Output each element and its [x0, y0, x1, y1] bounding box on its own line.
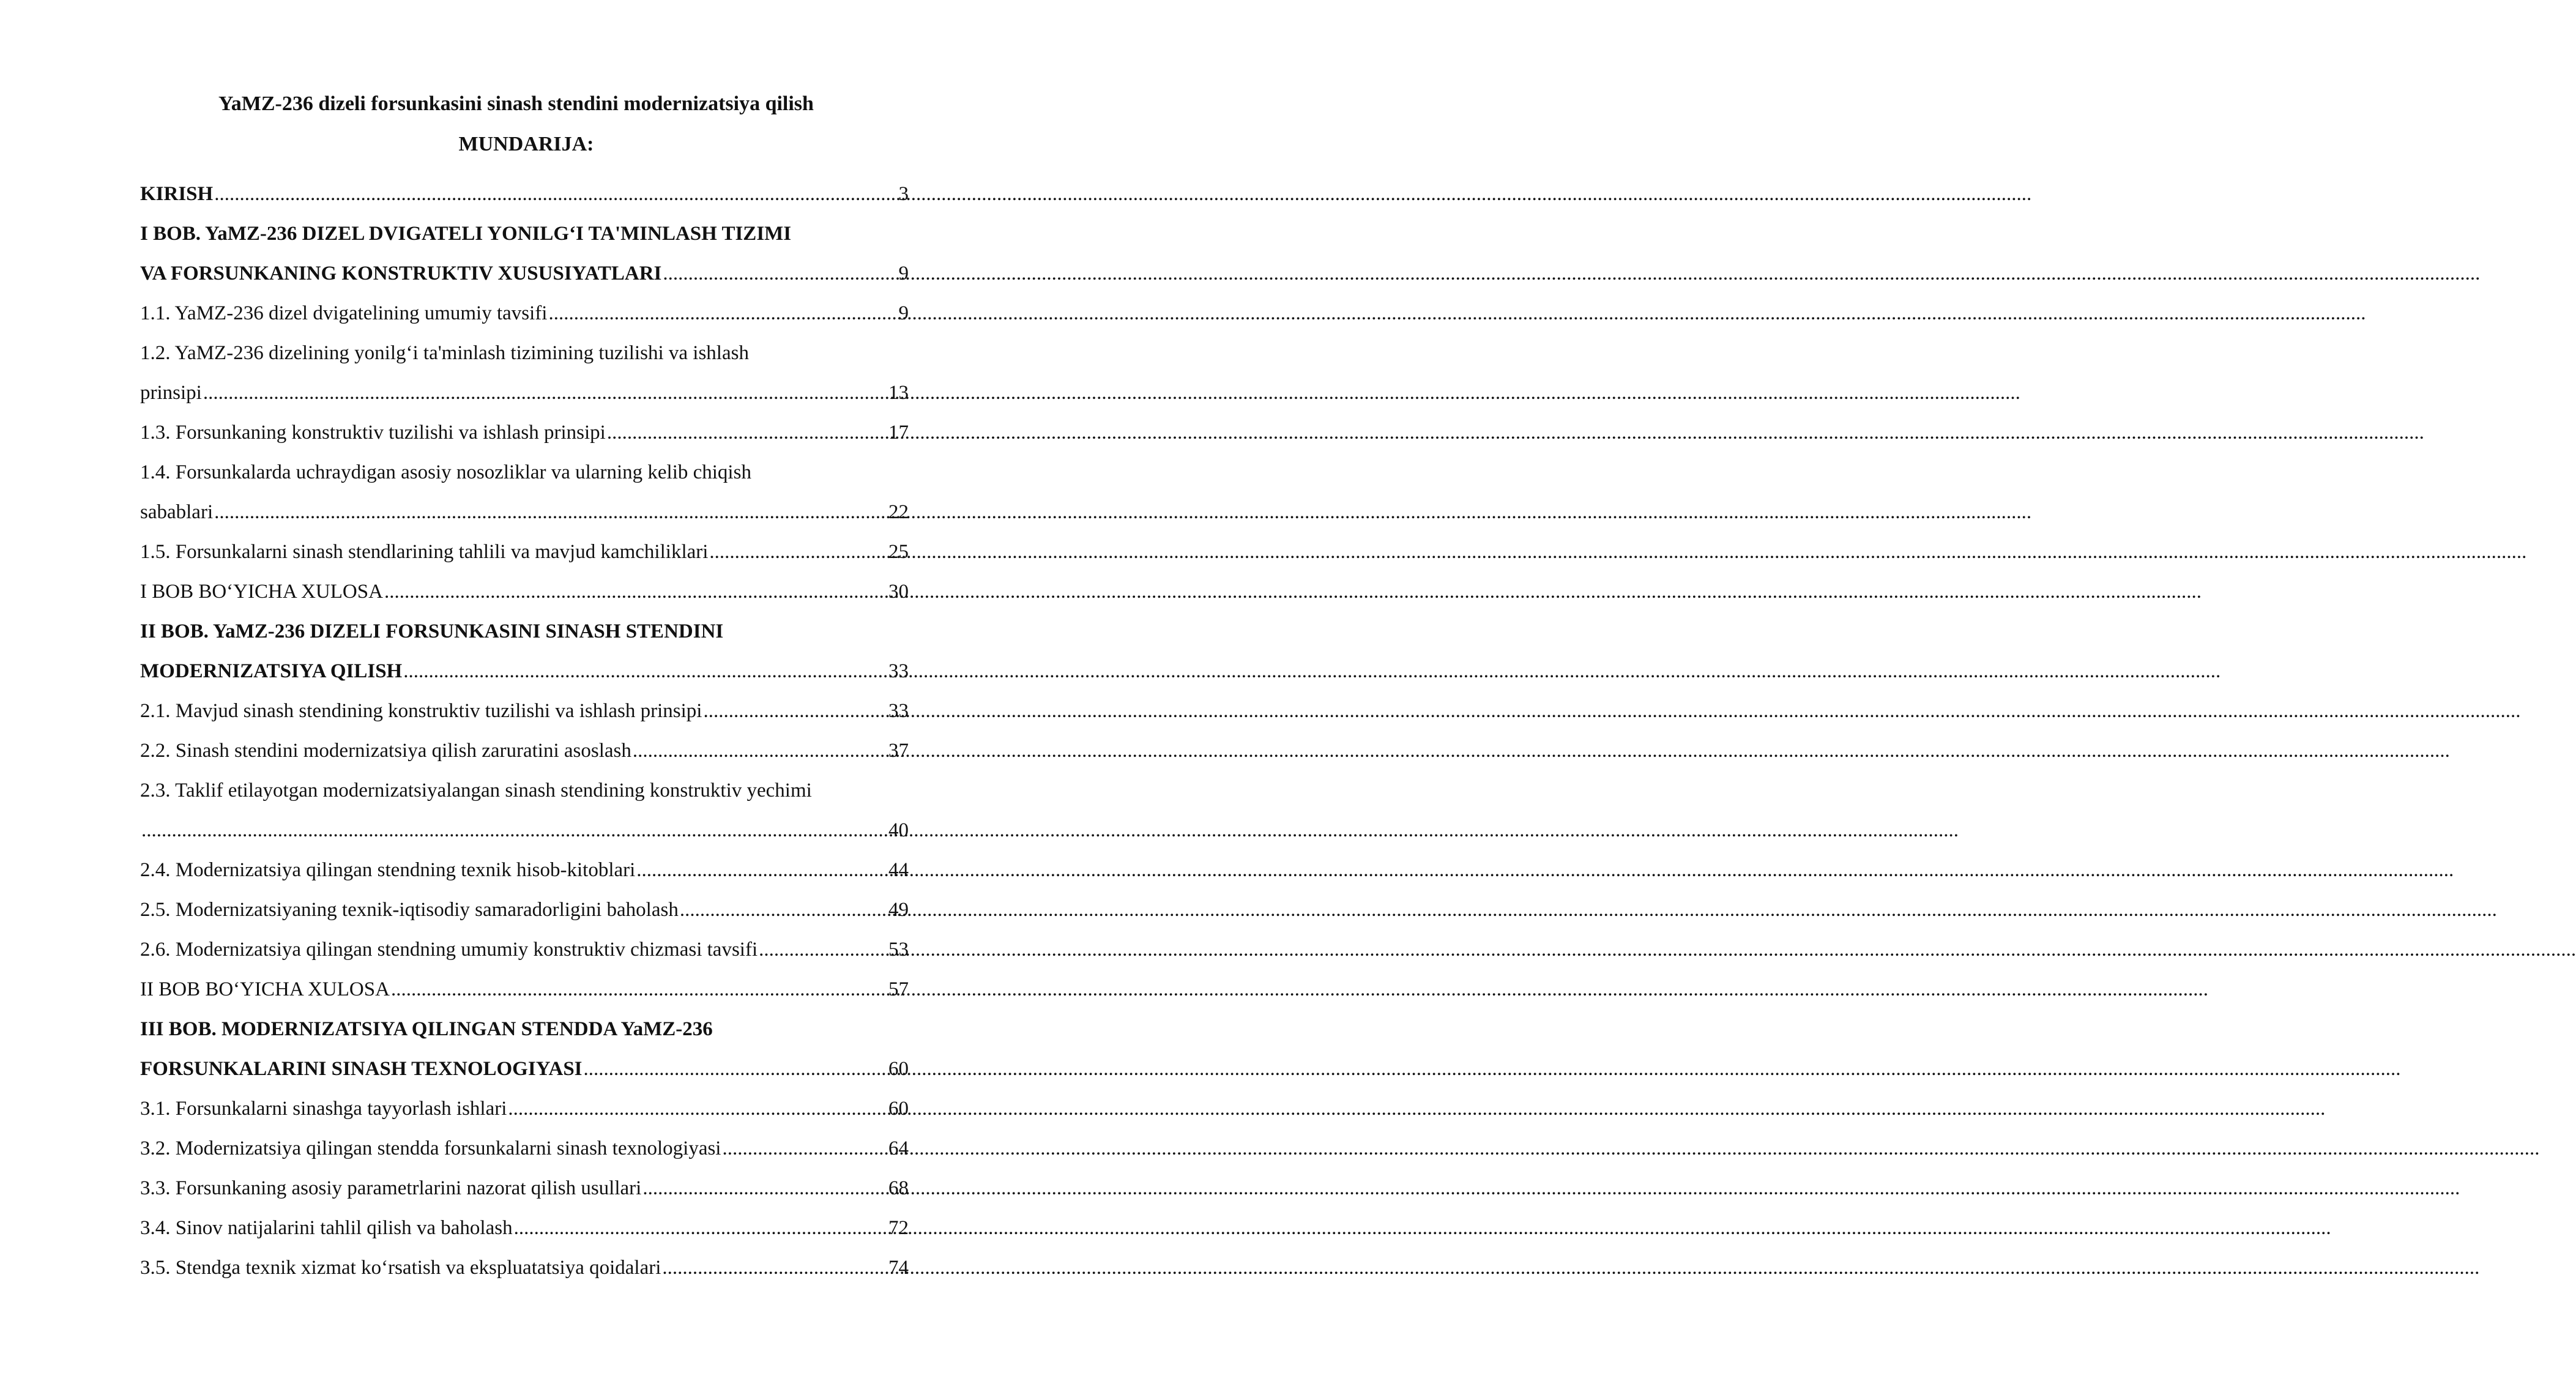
toc-entry-text: 2.6. Modernizatsiya qilingan stendning umumiy konstruktiv chizmasi tavsifi	[140, 939, 758, 961]
toc-dot-leader	[633, 731, 887, 771]
toc-entry	[140, 1169, 909, 1208]
toc-entry-text: prinsipi	[140, 382, 202, 404]
toc-entry-text: II BOB. YaMZ-236 DIZELI FORSUNKASINI SINASH STENDINI	[140, 620, 724, 642]
toc-entry	[140, 1089, 909, 1129]
toc-entry-text: II BOB BO‘YICHA XULOSA	[140, 978, 390, 1000]
toc-page-number: 49	[888, 899, 909, 921]
toc-entry-last-line	[140, 811, 909, 850]
toc-entry	[140, 1010, 909, 1089]
toc-dot-leader	[141, 811, 887, 850]
toc-entry-text: 3.5. Stendga texnik xizmat ko‘rsatish va ekspluatatsiya qoidalari	[140, 1257, 661, 1279]
toc-entry-text: 3.4. Sinov natijalarini tahlil qilish va baholash	[140, 1217, 513, 1239]
toc-entry	[140, 691, 909, 731]
toc-entry-text: I BOB BO‘YICHA XULOSA	[140, 581, 383, 603]
toc-page-number: 72	[888, 1217, 909, 1239]
toc-page-number: 17	[888, 422, 909, 444]
toc-entry-text: I BOB. YaMZ-236 DIZEL DVIGATELI YONILG‘I TA'MINLASH TIZIMI	[140, 223, 792, 245]
toc-page-number: 9	[898, 302, 909, 324]
toc-entry-text: 1.2. YaMZ-236 dizelining yonilg‘i ta'minlash tizimining tuzilishi va ishlash	[140, 342, 749, 364]
toc-entry-text: 2.5. Modernizatsiyaning texnik-iqtisodiy samaradorligini baholash	[140, 899, 679, 921]
toc-entry-last-line	[140, 294, 909, 333]
toc-entry-last-line	[140, 652, 909, 691]
document-page	[0, 0, 979, 1384]
toc-entry	[140, 413, 909, 453]
toc-dot-leader	[642, 1169, 887, 1208]
toc-dot-leader	[508, 1089, 887, 1129]
toc-dot-leader	[584, 1049, 887, 1089]
toc-entry-text: 1.5. Forsunkalarni sinash stendlarining tahlili va mavjud kamchiliklari	[140, 541, 709, 563]
toc-entry	[140, 214, 909, 294]
toc-entry-text: 2.4. Modernizatsiya qilingan stendning texnik hisob-kitoblari	[140, 859, 636, 881]
toc-dot-leader	[636, 850, 887, 890]
toc-entry	[140, 333, 909, 413]
toc-entry	[140, 930, 909, 970]
toc-dot-leader	[680, 890, 887, 930]
toc-entry	[140, 771, 909, 850]
toc-entry-last-line	[140, 174, 909, 214]
toc-dot-leader	[514, 1208, 887, 1248]
toc-dot-leader	[703, 691, 887, 731]
toc-entry-last-line	[140, 1129, 909, 1169]
toc-entry-text: MODERNIZATSIYA QILISH	[140, 660, 403, 682]
toc-dot-leader	[709, 532, 887, 572]
toc-page-number: 74	[888, 1257, 909, 1279]
toc-page-number: 60	[888, 1098, 909, 1120]
toc-entry-text: sabablari	[140, 501, 214, 523]
toc-dot-leader	[662, 1248, 887, 1288]
toc-page-number: 64	[888, 1137, 909, 1159]
toc-entry-text: 3.3. Forsunkaning asosiy parametrlarini nazorat qilish usullari	[140, 1177, 642, 1199]
toc-page-number: 44	[888, 859, 909, 881]
toc-entry-last-line	[140, 254, 909, 294]
toc-entry-last-line	[140, 1169, 909, 1208]
document-title: YaMZ-236 dizeli forsunkasini sinash stendini modernizatsiya qilish	[218, 92, 814, 115]
toc-entry-line	[140, 453, 909, 493]
toc-entry-last-line	[140, 970, 909, 1010]
toc-entry	[140, 970, 909, 1010]
toc-entry-last-line	[140, 890, 909, 930]
toc-page-number: 13	[888, 382, 909, 404]
toc-dot-leader	[548, 294, 897, 333]
toc-entry-text: 3.2. Modernizatsiya qilingan stendda forsunkalarni sinash texnologiyasi	[140, 1137, 721, 1159]
toc-dot-leader	[403, 652, 887, 691]
toc-entry-last-line	[140, 532, 909, 572]
toc-page-number: 30	[888, 581, 909, 603]
toc-entry	[140, 1248, 909, 1288]
toc-entry	[140, 174, 909, 214]
toc-page-number: 40	[888, 819, 909, 841]
toc-entry	[140, 1129, 909, 1169]
toc-entry-line	[140, 333, 909, 373]
toc-entry	[140, 850, 909, 890]
toc-entry-text: 2.1. Mavjud sinash stendining konstruktiv tuzilishi va ishlash prinsipi	[140, 700, 702, 722]
toc-dot-leader	[203, 373, 887, 413]
toc-page-number: 68	[888, 1177, 909, 1199]
toc-heading: MUNDARIJA:	[458, 133, 594, 155]
toc-page-number: 33	[888, 700, 909, 722]
toc-entry-text: FORSUNKALARINI SINASH TEXNOLOGIYASI	[140, 1058, 583, 1080]
toc-entry	[140, 453, 909, 532]
toc-dot-leader	[722, 1129, 887, 1169]
toc-dot-leader	[391, 970, 887, 1010]
toc-entry	[140, 1208, 909, 1248]
toc-page-number: 3	[898, 183, 909, 205]
toc-entry-last-line	[140, 1208, 909, 1248]
toc-entry-line	[140, 771, 909, 811]
toc-page-number: 22	[888, 501, 909, 523]
toc-entry	[140, 731, 909, 771]
toc-entry	[140, 890, 909, 930]
toc-entry	[140, 612, 909, 691]
toc-entry-last-line	[140, 930, 909, 970]
toc-dot-leader	[759, 930, 887, 970]
toc-entry	[140, 572, 909, 612]
toc-entry-text: 2.3. Taklif etilayotgan modernizatsiyalangan sinash stendining konstruktiv yechimi	[140, 779, 812, 802]
toc-entry-last-line	[140, 1248, 909, 1288]
toc-entry-text: 3.1. Forsunkalarni sinashga tayyorlash ishlari	[140, 1098, 507, 1120]
toc-entry-text: 1.4. Forsunkalarda uchraydigan asosiy nosozliklar va ularning kelib chiqish	[140, 461, 751, 483]
toc-entry-last-line	[140, 1089, 909, 1129]
toc-entry-last-line	[140, 691, 909, 731]
toc-page-number: 53	[888, 939, 909, 961]
toc-entry-last-line	[140, 1049, 909, 1089]
toc-entry-text: 2.2. Sinash stendini modernizatsiya qilish zaruratini asoslash	[140, 740, 631, 762]
toc-page-number: 60	[888, 1058, 909, 1080]
toc-entry-text: 1.1. YaMZ-236 dizel dvigatelining umumiy tavsifi	[140, 302, 548, 324]
toc-page-number: 33	[888, 660, 909, 682]
toc-page-number: 37	[888, 740, 909, 762]
toc-entry	[140, 294, 909, 333]
toc-entry-last-line	[140, 850, 909, 890]
toc-entry-text: KIRISH	[140, 183, 214, 205]
toc-entry-text: III BOB. MODERNIZATSIYA QILINGAN STENDDA YaMZ-236	[140, 1018, 713, 1040]
toc-page-number: 57	[888, 978, 909, 1000]
toc-entry-line	[140, 214, 909, 254]
toc-page-number: 25	[888, 541, 909, 563]
toc-entry-last-line	[140, 413, 909, 453]
toc-entry-last-line	[140, 572, 909, 612]
toc-entry-line	[140, 1010, 909, 1049]
table-of-contents	[140, 174, 909, 1288]
toc-entry-last-line	[140, 731, 909, 771]
toc-dot-leader	[663, 254, 897, 294]
toc-dot-leader	[214, 174, 897, 214]
toc-entry-text: 1.3. Forsunkaning konstruktiv tuzilishi va ishlash prinsipi	[140, 422, 606, 444]
toc-dot-leader	[607, 413, 887, 453]
toc-entry-last-line	[140, 493, 909, 532]
toc-page-number: 9	[898, 262, 909, 285]
toc-entry	[140, 532, 909, 572]
toc-entry-line	[140, 612, 909, 652]
toc-entry-text: VA FORSUNKANING KONSTRUKTIV XUSUSIYATLARI	[140, 262, 662, 285]
toc-dot-leader	[214, 493, 887, 532]
toc-entry-last-line	[140, 373, 909, 413]
toc-dot-leader	[384, 572, 887, 612]
